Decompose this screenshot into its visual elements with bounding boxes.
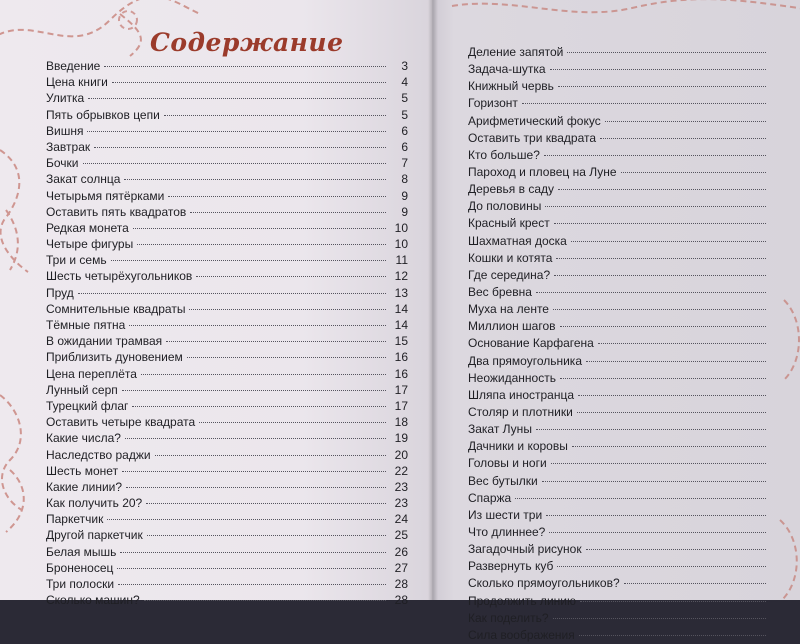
toc-entry-title: Головы и ноги — [468, 456, 547, 471]
dot-leader — [545, 205, 766, 207]
toc-entry — [46, 333, 408, 349]
dot-leader — [83, 162, 387, 164]
dot-leader — [164, 114, 386, 116]
dot-leader — [129, 324, 386, 326]
toc-entry — [46, 382, 408, 398]
toc-entry-title: Шесть четырёхугольников — [46, 269, 193, 284]
dot-leader — [586, 360, 766, 362]
toc-entry-title: Арифметический фокус — [468, 113, 601, 128]
toc-entry-title: Оставить три квадрата — [468, 130, 597, 145]
toc-entry-page: 23 — [394, 496, 408, 511]
toc-entry — [468, 147, 788, 164]
toc-entry-title: Столяр и плотники — [468, 404, 573, 419]
toc-entry-title: Закат солнца — [46, 172, 121, 187]
toc-entry — [46, 301, 408, 317]
toc-entry-title: Вес бревна — [468, 284, 532, 299]
toc-entry — [46, 495, 408, 511]
toc-entry-title: Книжный червь — [468, 79, 554, 94]
toc-entry — [468, 181, 788, 198]
toc-entry — [468, 455, 788, 472]
toc-entry-title: Кто больше? — [468, 147, 540, 162]
toc-entry — [46, 268, 408, 284]
toc-entry-title: Сколько прямоугольников? — [468, 576, 620, 591]
toc-entry-title: Цена книги — [46, 75, 108, 90]
toc-entry-title: Пруд — [46, 285, 74, 300]
toc-entry-title: Оставить пять квадратов — [46, 204, 187, 219]
dot-leader — [196, 275, 386, 277]
toc-entry-page: 5 — [401, 107, 408, 122]
toc-entry — [46, 58, 408, 74]
toc-entry-title: Пароход и пловец на Луне — [468, 164, 617, 179]
toc-entry — [468, 370, 788, 387]
toc-entry-page: 6 — [401, 123, 408, 138]
dot-leader — [146, 502, 386, 504]
dot-leader — [586, 548, 766, 550]
toc-entry-title: Броненосец — [46, 560, 114, 575]
toc-entry-page: 14 — [394, 318, 408, 332]
toc-entry — [468, 524, 788, 541]
toc-entry — [46, 527, 408, 543]
toc-entry-page: 16 — [394, 350, 408, 365]
toc-entry-title: Три и семь — [46, 253, 107, 268]
dot-leader — [560, 377, 766, 379]
toc-entry-title: Муха на ленте — [468, 302, 549, 317]
toc-entry — [468, 250, 788, 267]
toc-entry-title: Горизонт — [468, 96, 518, 111]
toc-entry-page: 6 — [401, 139, 408, 154]
toc-entry — [46, 90, 408, 106]
toc-entry-title: Оставить четыре квадрата — [46, 415, 196, 430]
dot-leader — [104, 65, 386, 67]
toc-entry-title: Сколько машин? — [46, 593, 140, 608]
dot-leader — [107, 518, 386, 520]
dot-leader — [572, 445, 766, 447]
toc-entry-title: Продолжить линию — [468, 593, 576, 608]
dot-leader — [551, 462, 766, 464]
toc-entry-page: 3 — [401, 59, 408, 73]
toc-entry-title: Редкая монета — [46, 220, 129, 235]
dot-leader — [549, 531, 766, 533]
toc-entry — [468, 215, 788, 232]
toc-entry — [468, 95, 788, 112]
toc-right-column — [468, 44, 788, 644]
toc-entry-title: Из шести три — [468, 507, 543, 522]
toc-entry-page: 10 — [394, 220, 408, 235]
dot-leader — [579, 634, 766, 636]
dot-leader — [600, 137, 766, 139]
toc-entry — [46, 447, 408, 463]
dot-leader — [546, 514, 766, 516]
toc-entry-page: 20 — [394, 447, 408, 462]
toc-entry — [468, 610, 788, 627]
dot-leader — [556, 257, 766, 259]
dot-leader — [155, 454, 386, 456]
toc-entry — [468, 558, 788, 575]
dot-leader — [554, 274, 766, 276]
toc-entry — [46, 463, 408, 479]
toc-entry-page: 13 — [394, 285, 408, 300]
dot-leader — [187, 356, 386, 358]
dot-leader — [124, 178, 386, 180]
dot-leader — [190, 211, 386, 213]
toc-entry — [46, 252, 408, 268]
toc-entry — [46, 155, 408, 171]
dot-leader — [87, 130, 386, 132]
toc-entry-title: Загадочный рисунок — [468, 542, 582, 557]
toc-entry-title: Четыре фигуры — [46, 237, 134, 252]
toc-entry-page: 16 — [394, 366, 408, 381]
toc-entry-title: Бочки — [46, 156, 79, 171]
toc-entry-title: Три полоски — [46, 577, 115, 591]
toc-entry-title: Как получить 20? — [46, 496, 143, 511]
toc-entry — [46, 430, 408, 446]
toc-entry-title: Сила воображения — [468, 627, 575, 642]
dot-leader — [168, 195, 386, 197]
toc-entry — [46, 398, 408, 414]
dot-leader — [78, 292, 386, 294]
dot-leader — [199, 421, 386, 423]
toc-entry — [468, 404, 788, 421]
toc-entry-page: 9 — [401, 188, 408, 203]
toc-entry — [46, 236, 408, 252]
toc-entry-page: 22 — [394, 463, 408, 478]
toc-entry-title: Красный крест — [468, 216, 550, 231]
dot-leader — [166, 340, 386, 342]
toc-entry-page: 14 — [394, 301, 408, 316]
dot-leader — [122, 470, 386, 472]
toc-entry-title: Шесть монет — [46, 463, 119, 478]
toc-entry — [468, 164, 788, 181]
toc-entry — [46, 317, 408, 333]
toc-entry — [468, 318, 788, 335]
dot-leader — [554, 222, 766, 224]
toc-entry-title: Задача-шутка — [468, 62, 546, 77]
toc-entry — [468, 541, 788, 558]
toc-entry — [468, 575, 788, 592]
toc-entry-page: 18 — [394, 415, 408, 430]
toc-entry-title: Где середина? — [468, 267, 551, 282]
toc-left-column — [46, 58, 408, 608]
dot-leader — [125, 437, 386, 439]
toc-entry-page: 4 — [401, 75, 408, 90]
dot-leader — [117, 567, 386, 569]
dot-leader — [580, 600, 766, 602]
dot-leader — [536, 291, 766, 293]
toc-entry — [468, 353, 788, 370]
right-page — [432, 0, 800, 642]
toc-entry — [46, 285, 408, 301]
dot-leader — [598, 342, 766, 344]
toc-entry-title: Сомнительные квадраты — [46, 301, 186, 316]
dot-leader — [120, 551, 386, 553]
dot-leader — [132, 405, 386, 407]
toc-entry-title: Вишня — [46, 123, 84, 138]
dot-leader — [553, 617, 766, 619]
dot-leader — [94, 146, 386, 148]
toc-entry-title: Цена переплёта — [46, 366, 137, 381]
toc-entry-title: Деление запятой — [468, 45, 564, 59]
toc-entry-title: Шахматная доска — [468, 233, 567, 248]
dot-leader — [522, 102, 766, 104]
dot-leader — [542, 480, 766, 482]
toc-entry-page: 5 — [401, 91, 408, 106]
dot-leader — [515, 497, 766, 499]
toc-entry — [46, 171, 408, 187]
toc-entry-page: 7 — [401, 156, 408, 171]
toc-entry-page: 27 — [394, 560, 408, 575]
toc-entry-page: 12 — [394, 269, 408, 284]
toc-entry-title: Шляпа иностранца — [468, 387, 575, 402]
dot-leader — [126, 486, 386, 488]
book-gutter — [428, 0, 438, 600]
dot-leader — [557, 565, 766, 567]
toc-entry-title: Приблизить дуновением — [46, 350, 183, 365]
toc-entry — [468, 233, 788, 250]
toc-entry-title: Тёмные пятна — [46, 318, 126, 332]
toc-entry — [46, 576, 408, 592]
toc-entry-title: Пять обрывков цепи — [46, 107, 160, 122]
toc-entry-page: 15 — [394, 334, 408, 349]
toc-entry-page: 10 — [394, 237, 408, 252]
toc-entry — [46, 220, 408, 236]
dot-leader — [605, 120, 766, 122]
dot-leader — [544, 154, 766, 156]
toc-entry — [468, 61, 788, 78]
dot-leader — [571, 240, 766, 242]
toc-entry — [468, 130, 788, 147]
toc-entry — [468, 507, 788, 524]
toc-entry — [468, 490, 788, 507]
toc-entry-title: Закат Луны — [468, 422, 532, 437]
toc-entry — [46, 511, 408, 527]
toc-entry-title: Дачники и коровы — [468, 439, 568, 454]
dot-leader — [88, 97, 386, 99]
toc-entry-title: Турецкий флаг — [46, 398, 129, 413]
toc-entry-page: 25 — [394, 528, 408, 543]
toc-entry-page: 19 — [394, 431, 408, 446]
dot-leader — [621, 171, 766, 173]
toc-entry — [46, 544, 408, 560]
dot-leader — [141, 373, 386, 375]
toc-entry-title: Какие линии? — [46, 479, 123, 494]
page-title: Содержание — [150, 28, 344, 57]
dot-leader — [550, 68, 766, 70]
toc-entry-page: 8 — [401, 172, 408, 187]
dot-leader — [189, 308, 386, 310]
toc-entry — [46, 592, 408, 608]
toc-entry-page: 11 — [395, 253, 408, 268]
toc-entry — [468, 627, 788, 644]
dot-leader — [111, 259, 386, 261]
toc-entry — [468, 473, 788, 490]
toc-entry-title: Наследство раджи — [46, 447, 151, 462]
toc-entry-title: Спаржа — [468, 490, 512, 505]
toc-entry-title: Неожиданность — [468, 370, 556, 385]
toc-entry — [468, 335, 788, 352]
toc-entry-title: До половины — [468, 199, 542, 214]
dot-leader — [536, 428, 766, 430]
toc-entry — [46, 107, 408, 123]
toc-entry-title: Белая мышь — [46, 544, 117, 559]
dot-leader — [567, 51, 766, 53]
toc-entry — [468, 113, 788, 130]
toc-entry-page: 9 — [401, 204, 408, 219]
dot-leader — [624, 582, 766, 584]
toc-entry-title: Миллион шагов — [468, 319, 556, 334]
toc-entry-title: Что длиннее? — [468, 524, 546, 539]
toc-entry-title: Какие числа? — [46, 431, 121, 446]
dot-leader — [112, 81, 386, 83]
toc-entry — [468, 593, 788, 610]
toc-entry — [46, 123, 408, 139]
toc-entry-title: Лунный серп — [46, 382, 118, 397]
dot-leader — [122, 389, 386, 391]
toc-entry-page: 17 — [394, 382, 408, 397]
toc-entry-title: Кошки и котята — [468, 250, 553, 265]
toc-entry — [468, 267, 788, 284]
toc-entry-page: 28 — [394, 593, 408, 608]
toc-entry — [468, 438, 788, 455]
toc-entry-title: Как поделить? — [468, 610, 549, 625]
dot-leader — [558, 85, 766, 87]
toc-entry — [46, 366, 408, 382]
toc-entry-page: 23 — [394, 479, 408, 494]
toc-entry — [468, 44, 788, 61]
toc-entry-page: 26 — [394, 544, 408, 559]
dot-leader — [147, 534, 386, 536]
toc-entry-page: 24 — [394, 512, 408, 527]
toc-entry — [468, 301, 788, 318]
toc-entry-page: 28 — [394, 577, 408, 591]
toc-entry-page: 17 — [394, 398, 408, 413]
dot-leader — [118, 583, 386, 585]
toc-entry-title: Вес бутылки — [468, 473, 538, 488]
toc-entry — [46, 349, 408, 365]
toc-entry-title: Развернуть куб — [468, 559, 554, 574]
toc-entry — [46, 560, 408, 576]
toc-entry-title: Завтрак — [46, 139, 91, 154]
toc-entry-title: Два прямоугольника — [468, 353, 582, 368]
dot-leader — [560, 325, 766, 327]
toc-entry-title: Улитка — [46, 91, 85, 106]
toc-entry — [468, 284, 788, 301]
toc-entry — [46, 139, 408, 155]
toc-entry — [46, 204, 408, 220]
toc-entry — [46, 479, 408, 495]
toc-entry-title: Другой паркетчик — [46, 528, 143, 543]
toc-entry-title: Четырьмя пятёрками — [46, 188, 165, 203]
dot-leader — [144, 599, 386, 601]
dot-leader — [577, 411, 766, 413]
toc-entry — [46, 74, 408, 90]
toc-entry-title: В ожидании трамвая — [46, 334, 163, 349]
toc-entry — [468, 198, 788, 215]
dot-leader — [578, 394, 766, 396]
toc-entry — [46, 414, 408, 430]
dot-leader — [558, 188, 766, 190]
toc-entry-title: Деревья в саду — [468, 182, 554, 197]
toc-entry — [468, 387, 788, 404]
toc-entry — [468, 78, 788, 95]
toc-entry-title: Паркетчик — [46, 512, 104, 527]
toc-entry — [468, 421, 788, 438]
dot-leader — [137, 243, 386, 245]
dot-leader — [553, 308, 766, 310]
toc-entry — [46, 188, 408, 204]
toc-entry-title: Введение — [46, 59, 101, 73]
dot-leader — [133, 227, 386, 229]
toc-entry-title: Основание Карфагена — [468, 336, 594, 351]
